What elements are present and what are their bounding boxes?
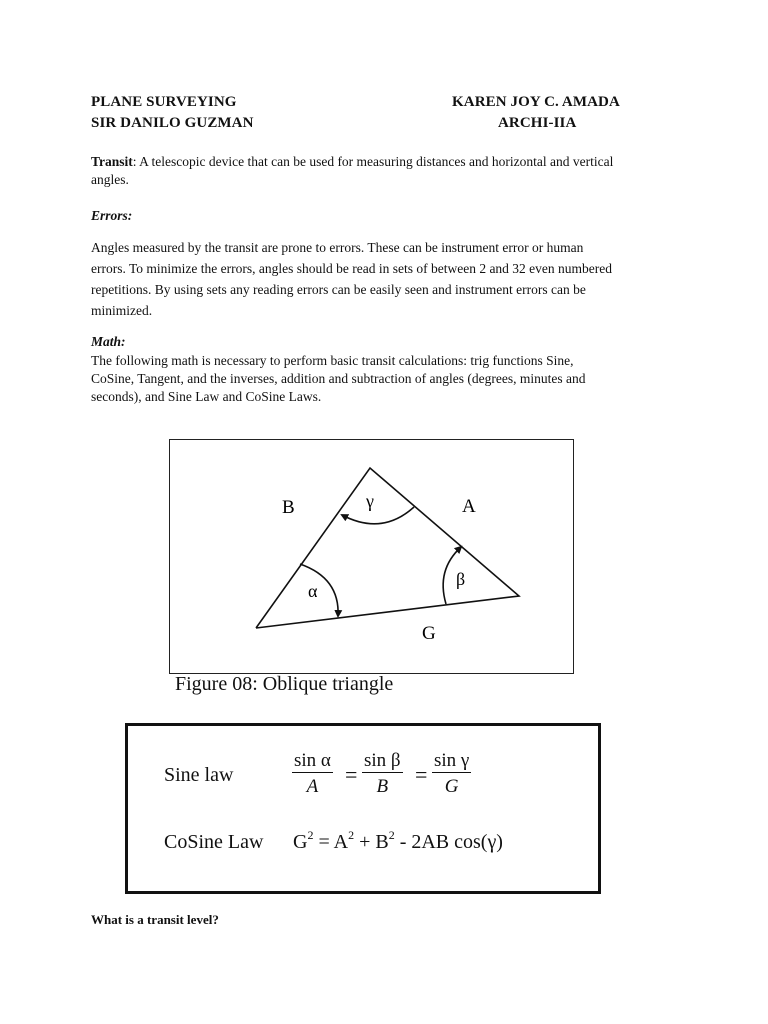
errors-line: Angles measured by the transit are prone to errors. These can be instrument error or human [91,240,584,255]
math-line: The following math is necessary to perform basic transit calculations: trig functions Sine, [91,353,574,368]
transit-definition-line1: : A telescopic device that can be used for measuring distances and horizontal and vertical [132,154,614,169]
math-line: CoSine, Tangent, and the inverses, addition and subtraction of angles (degrees, minutes and [91,371,586,386]
label-side-G: G [422,623,436,644]
triangle-edges [256,468,519,628]
transit-level-question: What is a transit level? [91,912,219,927]
alpha-arc [300,564,338,616]
sine-num-gamma: sin γ [434,750,470,771]
errors-line: minimized. [91,303,153,318]
label-side-A: A [462,496,476,517]
instructor-name: SIR DANILO GUZMAN [91,115,254,131]
equals-sign: = [415,762,428,787]
student-name: KAREN JOY C. AMADA [452,94,620,110]
math-paragraph [91,352,691,406]
errors-heading: Errors: [91,208,133,223]
errors-line: errors. To minimize the errors, angles should be read in sets of between 2 and 32 even numbered [91,261,613,276]
cos-exp-A: 2 [348,828,355,842]
gamma-arc [342,507,414,524]
cos-exp-G: 2 [307,828,314,842]
cos-exp-B: 2 [388,828,395,842]
cos-plus-B: + B [354,831,389,853]
sine-den-A: A [292,772,333,798]
figure-caption: Figure 08: Oblique triangle [175,673,394,695]
cos-G: G [293,831,308,853]
math-line: seconds), and Sine Law and CoSine Laws. [91,389,322,404]
sine-fraction-gamma [432,750,471,798]
math-heading: Math: [91,334,126,349]
sine-den-B: B [362,772,403,798]
label-angle-beta: β [456,569,466,589]
cos-eq-A: = A [313,831,349,853]
equals-sign: = [345,762,358,787]
transit-definition-line2: angles. [91,172,129,187]
student-section: ARCHI-IIA [498,115,577,131]
sine-num-alpha: sin α [294,750,331,771]
label-angle-alpha: α [308,581,318,601]
cosine-law-equation [293,828,503,854]
label-side-B: B [282,497,295,518]
cosine-law-label: CoSine Law [164,831,264,853]
errors-paragraph [91,237,691,321]
sine-num-beta: sin β [364,750,401,771]
triangle-figure [169,439,574,674]
laws-box [125,723,601,894]
sine-den-G: G [432,772,471,798]
oblique-triangle-diagram [170,440,573,673]
cos-rest: - 2AB cos(γ) [394,831,503,853]
label-angle-gamma: γ [366,491,374,511]
sine-law-label: Sine law [164,764,234,786]
sine-fraction-beta [362,750,403,798]
transit-definition [91,153,691,189]
errors-line: repetitions. By using sets any reading errors can be easily seen and instrument errors can be [91,282,586,297]
transit-term: Transit [91,154,133,169]
sine-fraction-alpha [292,750,333,798]
course-title: PLANE SURVEYING [91,94,237,110]
